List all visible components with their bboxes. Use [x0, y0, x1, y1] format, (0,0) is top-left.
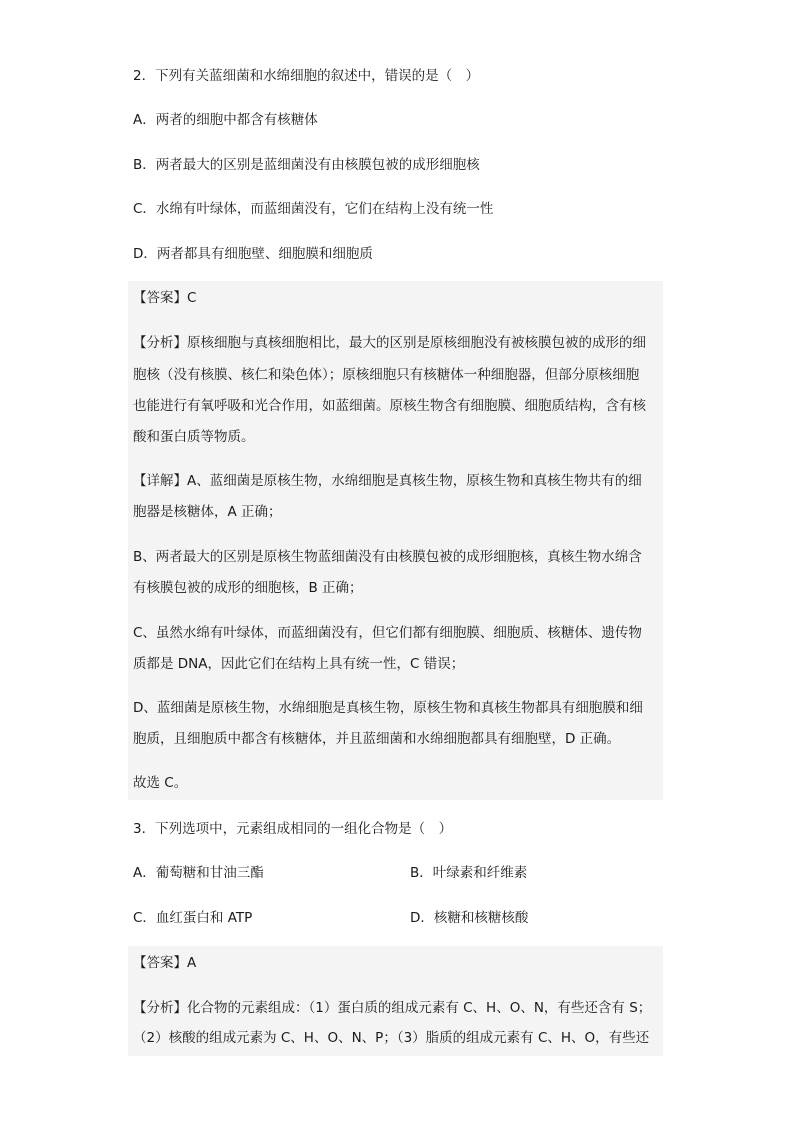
question-2-detail-a-line: 胞器是核糖体，A 正确； — [133, 504, 282, 520]
question-2-analysis-line: 酸和蛋白质等物质。 — [133, 429, 255, 445]
question-2-detail-c-line: 质都是 DNA，因此它们在结构上具有统一性，C 错误； — [133, 656, 465, 672]
question-2-analysis-line: 【分析】原核细胞与真核细胞相比，最大的区别是原核细胞没有被核膜包被的成形的细 — [133, 335, 646, 351]
question-2-detail-d-line: 胞质，且细胞质中都含有核糖体，并且蓝细菌和水绵细胞都具有细胞壁，D 正确。 — [133, 731, 621, 747]
question-3-option-c: C．血红蛋白和 ATP — [133, 910, 253, 926]
question-2-stem: 2．下列有关蓝细菌和水绵细胞的叙述中，错误的是（ ） — [133, 68, 480, 84]
question-2-detail-c-line: C、虽然水绵有叶绿体，而蓝细菌没有，但它们都有细胞膜、细胞质、核糖体、遗传物 — [133, 625, 642, 641]
question-2-option-a: A．两者的细胞中都含有核糖体 — [133, 112, 318, 128]
question-2-option-c: C．水绵有叶绿体，而蓝细菌没有，它们在结构上没有统一性 — [133, 201, 494, 217]
question-3-answer: 【答案】A — [133, 955, 197, 971]
question-2-option-d: D．两者都具有细胞壁、细胞膜和细胞质 — [133, 246, 373, 262]
question-3-option-b: B．叶绿素和纤维素 — [410, 865, 528, 881]
question-2-answer: 【答案】C — [133, 290, 197, 306]
question-2-solution-box — [128, 281, 663, 800]
question-3-solution-box — [128, 946, 663, 1056]
question-2-analysis-line: 也能进行有氧呼吸和光合作用，如蓝细菌。原核生物含有细胞膜、细胞质结构，含有核 — [133, 398, 646, 414]
question-2-conclusion: 故选 C。 — [133, 775, 188, 791]
question-2-detail-b-line: 有核膜包被的成形的细胞核，B 正确； — [133, 580, 363, 596]
question-3-analysis-line: 【分析】化合物的元素组成：（1）蛋白质的组成元素有 C、H、O、N，有些还含有 S； — [133, 1000, 652, 1016]
question-3-option-d: D．核糖和核糖核酸 — [410, 910, 529, 926]
question-2-option-b: B．两者最大的区别是蓝细菌没有由核膜包被的成形细胞核 — [133, 157, 480, 173]
question-3-analysis-line: （2）核酸的组成元素为 C、H、O、N、P；（3）脂质的组成元素有 C、H、O，有些还 — [133, 1030, 650, 1046]
question-2-detail-a-line: 【详解】A、蓝细菌是原核生物，水绵细胞是真核生物，原核生物和真核生物共有的细 — [133, 473, 642, 489]
question-3-stem: 3．下列选项中，元素组成相同的一组化合物是（ ） — [133, 821, 453, 837]
question-2-detail-b-line: B、两者最大的区别是原核生物蓝细菌没有由核膜包被的成形细胞核，真核生物水绵含 — [133, 549, 642, 565]
question-2-detail-d-line: D、蓝细菌是原核生物，水绵细胞是真核生物，原核生物和真核生物都具有细胞膜和细 — [133, 700, 643, 716]
question-3-option-a: A．葡萄糖和甘油三酯 — [133, 865, 264, 881]
question-2-analysis-line: 胞核（没有核膜、核仁和染色体）；原核细胞只有核糖体一种细胞器，但部分原核细胞 — [133, 367, 640, 383]
